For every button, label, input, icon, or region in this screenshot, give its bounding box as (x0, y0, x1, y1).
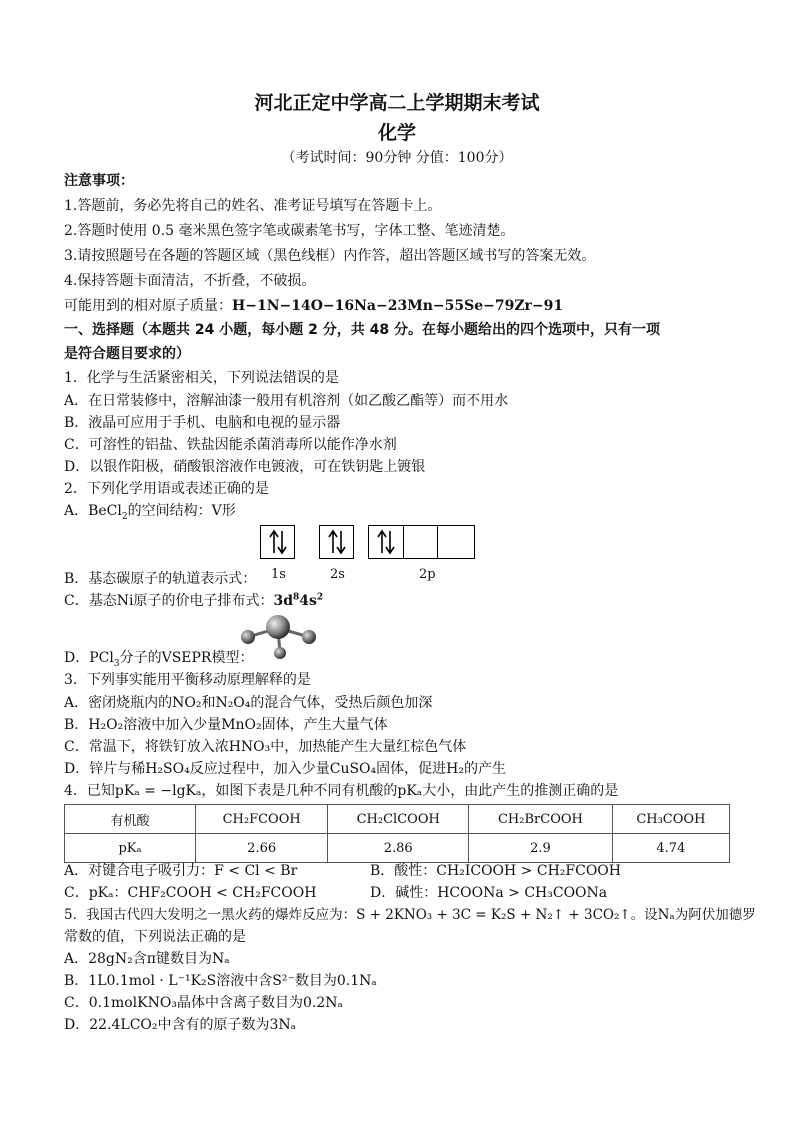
option-d: D．22.4LCO₂中含有的原子数为3Nₐ (64, 1017, 297, 1033)
question-stem: 2．下列化学用语或表述正确的是 (64, 481, 269, 497)
note-item: 2.答题时使用 0.5 毫米黑色签字笔或碳素笔书写，字体工整、笔迹清楚。 (64, 223, 515, 239)
section-heading-cont: 是符合题目要求的） (64, 346, 190, 362)
option-b: B．液晶可应用于手机、电脑和电视的显示器 (64, 415, 341, 431)
empty-orbital (437, 526, 471, 558)
orbital-1s (260, 525, 295, 559)
table-cell: CH₂ClCOOH (328, 805, 469, 834)
option-a: A．密闭烧瓶内的NO₂和N₂O₄的混合气体，受热后颜色加深 (64, 695, 433, 711)
option-c: C．可溶性的铝盐、铁盐因能杀菌消毒所以能作净水剂 (64, 437, 397, 453)
option-a: A．BeCl$_2$的空间结构：V形 (64, 503, 236, 522)
exam-title: 河北正定中学高二上学期期末考试 (254, 92, 540, 114)
table-header-cell: 有机酸 (65, 805, 196, 834)
table-cell: 2.86 (328, 834, 469, 863)
option-c: C．基态Ni原子的价电子排布式：$3d^84s^2$ (64, 592, 324, 609)
up-down-arrows-icon (261, 526, 294, 558)
option-c: C．pKₐ：CHF₂COOH < CH₂FCOOH (64, 885, 317, 901)
question-stem: 1．化学与生活紧密相关，下列说法错误的是 (64, 370, 339, 386)
orbital-2p (368, 525, 475, 559)
table-row (65, 834, 730, 863)
option-d: D．以银作阳极，硝酸银溶液作电镀液，可在铁钥匙上镀银 (64, 459, 426, 475)
option-d: D．PCl$_3$分子的VSEPR模型： (64, 650, 254, 669)
pka-table (64, 804, 730, 863)
table-cell: CH₃COOH (612, 805, 729, 834)
table-header-cell: pKₐ (65, 834, 196, 863)
subject-title: 化学 (377, 122, 416, 144)
notes-heading: 注意事项： (64, 173, 134, 189)
question-stem: 5．我国古代四大发明之一黑火药的爆炸反应为：S + 2KNO₃ + 3C = K₂S + N₂↑ + 3CO₂↑。设Nₐ为阿伏加德罗 (64, 907, 756, 923)
question-stem: 3．下列事实能用平衡移动原理解释的是 (64, 672, 311, 688)
table-cell: CH₂FCOOH (196, 805, 328, 834)
option-d: D．碱性：HCOONa > CH₃COONa (370, 885, 608, 901)
note-item: 3.请按照题号在各题的答题区域（黑色线框）内作答，超出答题区域书写的答案无效。 (64, 248, 596, 264)
option-a: A．在日常装修中，溶解油漆一般用有机溶剂（如乙酸乙酯等）而不用水 (64, 393, 509, 409)
option-a: A．28gN₂含π键数目为Nₐ (64, 951, 230, 967)
note-item: 4.保持答题卡面清洁，不折叠，不破损。 (64, 273, 316, 289)
option-d: D．锌片与稀H₂SO₄反应过程中，加入少量CuSO₄固体，促进H₂的产生 (64, 761, 506, 777)
atomic-mass-label: 可能用到的相对原子质量： (64, 298, 232, 314)
table-row (65, 805, 730, 834)
option-b: B．酸性：CH₂ICOOH > CH₂FCOOH (370, 863, 621, 879)
atomic-mass-values: H−1N−14O−16Na−23Mn−55Se−79Zr−91 (232, 298, 564, 314)
option-c: C．0.1molKNO₃晶体中含离子数目为0.2Nₐ (64, 995, 343, 1011)
note-item: 1.答题前，务必先将自己的姓名、准考证号填写在答题卡上。 (64, 198, 442, 214)
up-down-arrows-icon (369, 526, 403, 558)
option-a: A．对键合电子吸引力：F < Cl < Br (64, 863, 298, 879)
exam-info: （考试时间：90分钟 分值：100分） (281, 150, 513, 166)
question-stem-cont: 常数的值，下列说法正确的是 (64, 929, 246, 945)
orbital-label-2s: 2s (330, 567, 345, 582)
table-cell: 2.9 (469, 834, 613, 863)
orbital-label-1s: 1s (271, 567, 286, 582)
option-b: B．H₂O₂溶液中加入少量MnO₂固体，产生大量气体 (64, 717, 388, 733)
atomic-mass-line (64, 297, 563, 315)
table-cell: 2.66 (196, 834, 328, 863)
empty-orbital (403, 526, 437, 558)
option-c: C．常温下，将铁钉放入浓HNO₃中，加热能产生大量红棕色气体 (64, 739, 467, 755)
orbital-label-2p: 2p (419, 567, 436, 582)
section-heading: 一、选择题（本题共 24 小题，每小题 2 分，共 48 分。在每小题给出的四个选项中，只有一项 (64, 322, 660, 338)
option-b: B．1L0.1mol · L⁻¹K₂S溶液中含S²⁻数目为0.1Nₐ (64, 973, 377, 989)
orbital-2s (319, 525, 354, 559)
table-cell: 4.74 (612, 834, 729, 863)
up-down-arrows-icon (320, 526, 353, 558)
table-cell: CH₂BrCOOH (469, 805, 613, 834)
question-stem: 4．已知pKₐ = −lgKₐ，如图下表是几种不同有机酸的pKₐ大小，由此产生的推测正确的是 (64, 783, 619, 799)
option-b: B．基态碳原子的轨道表示式： (64, 571, 257, 587)
